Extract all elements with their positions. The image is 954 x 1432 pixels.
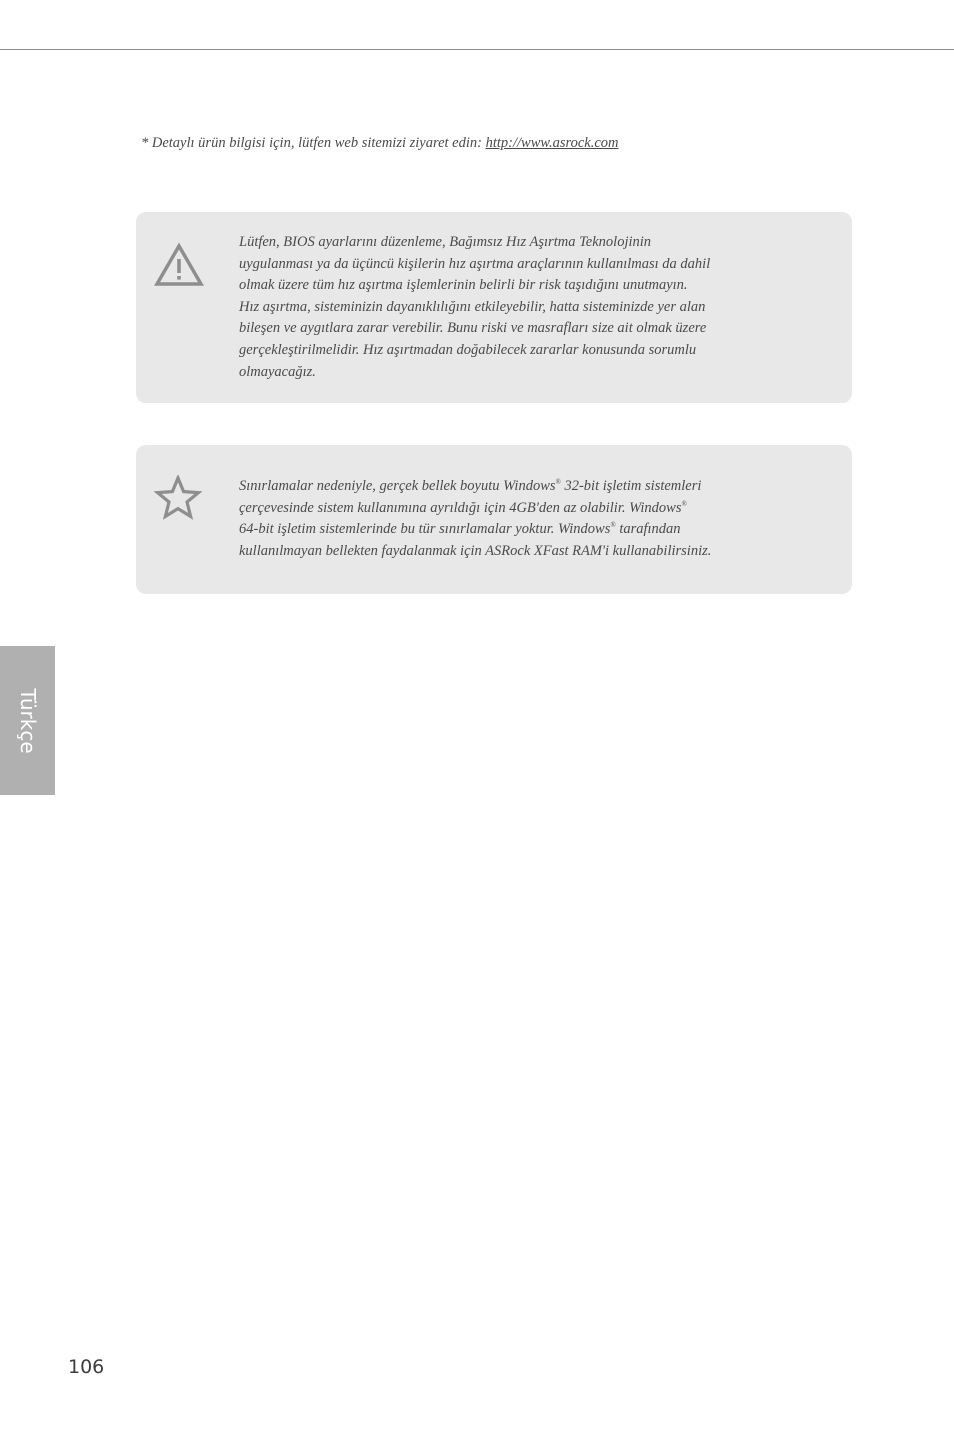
caution-text bbox=[239, 232, 799, 383]
warning-triangle-icon bbox=[154, 242, 204, 293]
caution-line: olmayacağız. bbox=[239, 363, 316, 380]
footnote-text: * Detaylı ürün bilgisi için, lütfen web sitemizi ziyaret edin: bbox=[141, 135, 486, 151]
info-line: çerçevesinde sistem kullanımına ayrıldığı için 4GB'den az olabilir. Windows® bbox=[239, 499, 687, 516]
registered-mark: ® bbox=[681, 499, 687, 508]
info-line: Sınırlamalar nedeniyle, gerçek bellek boyutu Windows® 32-bit işletim sistemleri bbox=[239, 478, 702, 494]
language-tab-label: Türkçe bbox=[15, 687, 40, 754]
star-icon bbox=[154, 475, 202, 526]
language-tab bbox=[0, 646, 55, 795]
info-text bbox=[239, 476, 799, 562]
caution-line: uygulanması ya da üçüncü kişilerin hız aşırtma araçlarının kullanılması da dahil bbox=[239, 255, 711, 272]
asrock-website-link[interactable]: http://www.asrock.com bbox=[485, 135, 619, 151]
registered-mark: ® bbox=[555, 478, 561, 486]
caution-line: bileşen ve aygıtlara zarar verebilir. Bunu riski ve masrafları size ait olmak üzere bbox=[239, 320, 707, 337]
top-rule bbox=[0, 49, 954, 50]
info-notice bbox=[136, 445, 852, 594]
info-line: 64-bit işletim sistemlerinde bu tür sınırlamalar yoktur. Windows® tarafından bbox=[239, 521, 681, 538]
caution-line: olmak üzere tüm hız aşırtma işlemlerinin belirli bir risk taşıdığını unutmayın. bbox=[239, 277, 688, 294]
caution-line: gerçekleştirilmelidir. Hız aşırtmadan doğabilecek zararlar konusunda sorumlu bbox=[239, 341, 697, 358]
registered-mark: ® bbox=[610, 521, 616, 530]
caution-notice bbox=[136, 212, 852, 403]
caution-line: Lütfen, BIOS ayarlarını düzenleme, Bağımsız Hız Aşırtma Teknolojinin bbox=[239, 234, 652, 250]
caution-line: Hız aşırtma, sisteminizin dayanıklılığını etkileyebilir, hatta sisteminizde yer alan bbox=[239, 298, 706, 315]
page-number: 106 bbox=[68, 1356, 105, 1378]
footnote bbox=[141, 135, 619, 152]
info-line: kullanılmayan bellekten faydalanmak için ASRock XFast RAM'i kullanabilirsiniz. bbox=[239, 542, 712, 559]
